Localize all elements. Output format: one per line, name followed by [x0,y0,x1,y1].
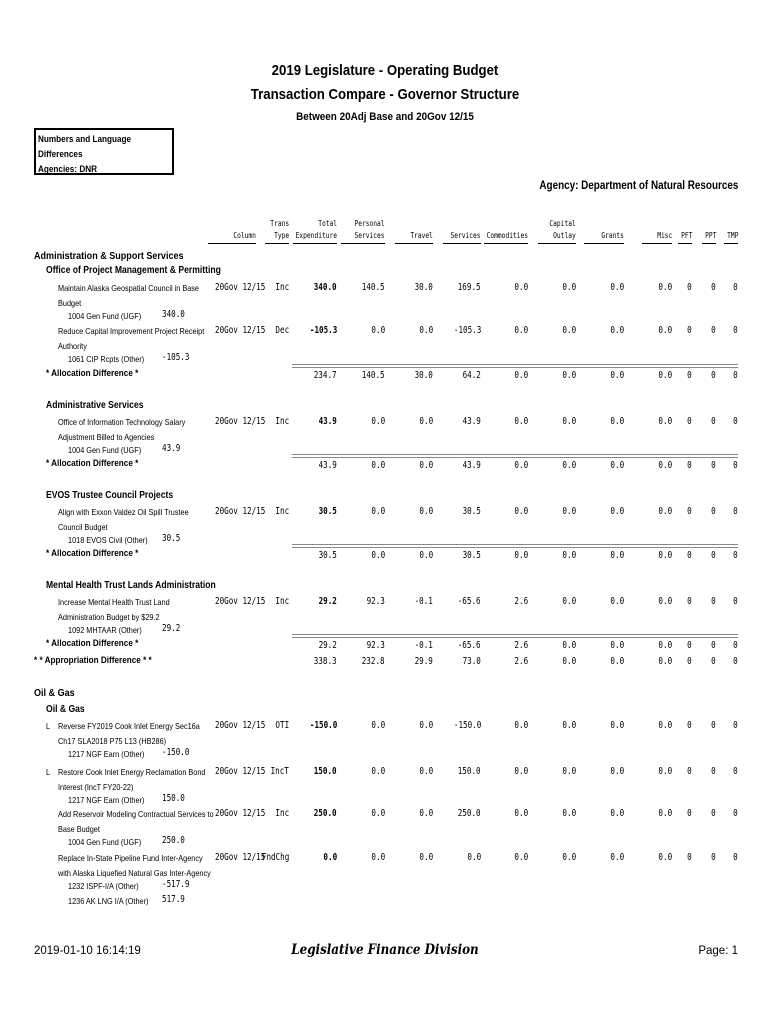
amount-cell: 0 [733,656,738,667]
line-item-column: 20Gov 12/15 [215,325,266,336]
amount-cell: 0.0 [419,460,433,471]
amount-cell: 0 [733,852,738,863]
column-header-cell [410,218,433,242]
amount-cell: 338.3 [314,656,337,667]
amount-cell: 0.0 [658,808,672,819]
amount-cell: 0.0 [419,766,433,777]
amount-cell: 0.0 [610,766,624,777]
amount-cell: 0 [711,766,716,777]
column-header-underline [678,243,692,244]
amount-cell: 0.0 [610,640,624,651]
agency-heading: Agency: Department of Natural Resources [539,180,738,192]
amount-cell: 0 [711,656,716,667]
amount-cell: 0.0 [514,325,528,336]
column-header-line2: Expenditure [295,231,337,240]
subtotal-rule [292,634,738,638]
amount-cell: 0 [687,370,692,381]
column-header-line2: Services [450,231,481,240]
column-header-line1 [657,218,672,230]
column-header-underline [484,243,528,244]
column-header-line1: Personal [354,219,385,228]
amount-cell: 0 [733,506,738,517]
fund-amount: 517.9 [162,894,185,905]
allocation-difference-label: * Allocation Difference * [46,548,139,559]
column-header-line2: Type [273,231,289,240]
column-header-line1 [233,218,256,230]
amount-cell: 0.0 [514,808,528,819]
print-timestamp: 2019-01-10 16:14:19 [34,945,141,957]
amount-cell: 0.0 [514,460,528,471]
amount-cell: 0.0 [658,506,672,517]
amount-cell: 0.0 [514,282,528,293]
column-header-line1 [681,218,692,230]
amount-cell: 0 [687,550,692,561]
column-header-cell [657,218,672,242]
column-header-cell [550,218,576,242]
amount-cell: 0.0 [371,416,385,427]
amount-cell: 150.0 [314,766,337,777]
amount-cell: 0.0 [658,852,672,863]
fund-amount: 30.5 [162,533,181,544]
amount-cell: 0 [711,550,716,561]
amount-cell: 30.5 [462,550,481,561]
amount-cell: 0.0 [562,550,576,561]
line-item-column: 20Gov 12/15 [215,852,266,863]
amount-cell: 0 [687,325,692,336]
amount-cell: 0.0 [658,720,672,731]
amount-cell: 0.0 [610,596,624,607]
fund-amount: 340.0 [162,309,185,320]
column-header-line1 [601,218,624,230]
line-item-column: 20Gov 12/15 [215,282,266,293]
fund-source: 1004 Gen Fund (UGF) [68,837,142,847]
column-header-line1 [410,218,433,230]
amount-cell: -65.6 [458,640,481,651]
amount-cell: 0 [711,325,716,336]
line-item-description: Replace In-State Pipeline Fund Inter-Agency [58,853,203,863]
subtotal-rule [292,454,738,458]
amount-cell: 0.0 [371,852,385,863]
amount-cell: 0.0 [419,325,433,336]
amount-cell: 0 [687,720,692,731]
allocation-difference-label: * Allocation Difference * [46,368,139,379]
amount-cell: -0.1 [414,596,433,607]
amount-cell: 0.0 [658,656,672,667]
amount-cell: 0.0 [371,766,385,777]
amount-cell: 0 [711,370,716,381]
amount-cell: 0.0 [610,460,624,471]
column-header-underline [724,243,738,244]
line-item-type: Dec [275,325,289,336]
line-item-type: Inc [275,282,289,293]
column-header-line2: Misc [656,231,672,240]
amount-cell: 30.5 [318,506,337,517]
amount-cell: -65.6 [458,596,481,607]
subtotal-rule [292,544,738,548]
amount-cell: 0.0 [610,416,624,427]
line-item-description: Add Reservoir Modeling Contractual Services to [58,809,214,819]
column-header-line2: TMP [726,231,738,240]
amount-cell: 0.0 [371,506,385,517]
column-header-underline [208,243,256,244]
amount-cell: 0.0 [562,596,576,607]
line-item-description: Reverse FY2019 Cook Inlet Energy Sec16a [58,721,200,731]
column-header-line2: Commodities [486,231,528,240]
amount-cell: 0.0 [610,370,624,381]
column-header-line2: Outlay [553,231,576,240]
amount-cell: 0.0 [419,506,433,517]
line-item-type: OTI [275,720,289,731]
line-item-type: Inc [275,808,289,819]
line-item-description-cont: Council Budget [58,522,108,532]
amount-cell: 0.0 [658,325,672,336]
column-header-line2: Services [354,231,385,240]
line-item-type: Inc [275,416,289,427]
criteria-line: Numbers and Language [38,134,132,145]
amount-cell: 340.0 [314,282,337,293]
amount-cell: 0.0 [658,766,672,777]
amount-cell: 0.0 [514,416,528,427]
amount-cell: 0.0 [610,852,624,863]
amount-cell: 0 [687,460,692,471]
page-number: Page: 1 [698,945,738,957]
amount-cell: 0.0 [562,325,576,336]
line-item-description: Restore Cook Inlet Energy Reclamation Bond [58,767,206,777]
column-header-cell [355,218,385,242]
report-subtitle: Transaction Compare - Governor Structure [250,86,520,103]
amount-cell: 0.0 [371,460,385,471]
amount-cell: 140.5 [362,370,385,381]
allocation-difference-label: * Allocation Difference * [46,458,139,469]
amount-cell: 0.0 [562,808,576,819]
line-item-type: Inc [275,506,289,517]
amount-cell: 0 [687,416,692,427]
fund-source: 1061 CIP Rcpts (Other) [68,354,145,364]
amount-cell: 232.8 [362,656,385,667]
line-item-column: 20Gov 12/15 [215,416,266,427]
column-header-line1: Total [318,219,337,228]
amount-cell: 2.6 [514,656,528,667]
amount-cell: 0.0 [562,640,576,651]
amount-cell: 43.9 [462,416,481,427]
amount-cell: 0 [687,766,692,777]
line-item-column: 20Gov 12/15 [215,720,266,731]
amount-cell: 0.0 [514,720,528,731]
amount-cell: 0.0 [419,416,433,427]
amount-cell: -150.0 [309,720,337,731]
amount-cell: 0 [687,808,692,819]
line-item-description-cont: Adjustment Billed to Agencies [58,432,155,442]
allocation-heading: EVOS Trustee Council Projects [46,490,174,501]
column-header-cell [601,218,624,242]
amount-cell: 169.5 [458,282,481,293]
amount-cell: 0.0 [658,640,672,651]
column-header-line1 [487,218,528,230]
fund-source: 1092 MHTAAR (Other) [68,625,142,635]
amount-cell: 43.9 [462,460,481,471]
amount-cell: 0 [687,656,692,667]
amount-cell: 0 [711,416,716,427]
line-item-description: Maintain Alaska Geospatial Council in Base [58,283,199,293]
amount-cell: 0.0 [610,808,624,819]
amount-cell: 0 [733,720,738,731]
column-header-cell [705,218,716,242]
column-header-underline [395,243,433,244]
division-name: Legislative Finance Division [291,942,479,958]
amount-cell: 0 [733,282,738,293]
amount-cell: 0 [711,852,716,863]
amount-cell: 0 [687,506,692,517]
amount-cell: 0.0 [371,550,385,561]
amount-cell: 0.0 [323,852,337,863]
amount-cell: 150.0 [458,766,481,777]
amount-cell: 0.0 [658,596,672,607]
line-item-column: 20Gov 12/15 [215,596,266,607]
fund-source: 1232 ISPF-I/A (Other) [68,881,139,891]
amount-cell: 250.0 [314,808,337,819]
amount-cell: 0 [711,640,716,651]
amount-cell: 0.0 [658,416,672,427]
fund-source: 1217 NGF Earn (Other) [68,795,145,805]
line-item-description: Reduce Capital Improvement Project Receipt [58,326,205,336]
amount-cell: 0.0 [610,550,624,561]
criteria-line: Differences [38,149,83,160]
column-header-line1: Capital [549,219,576,228]
criteria-line: Agencies: DNR [38,164,98,175]
allocation-difference-label: * Allocation Difference * [46,638,139,649]
amount-cell: 0 [711,808,716,819]
amount-cell: 0.0 [562,506,576,517]
amount-cell: 0 [733,596,738,607]
amount-cell: 0.0 [419,852,433,863]
column-header-underline [702,243,716,244]
amount-cell: 0 [733,416,738,427]
line-item-description-cont: Base Budget [58,824,100,834]
amount-cell: 0 [687,640,692,651]
amount-cell: 29.2 [318,640,337,651]
amount-cell: 0 [733,370,738,381]
amount-cell: 0.0 [562,656,576,667]
column-header-cell [681,218,692,242]
line-item-description-cont: Ch17 SLA2018 P75 L13 (HB286) [58,736,167,746]
amount-cell: 0 [711,596,716,607]
column-header-line1: Trans [270,219,289,228]
amount-cell: 0 [733,460,738,471]
amount-cell: -105.3 [453,325,481,336]
fund-amount: 250.0 [162,835,185,846]
amount-cell: 43.9 [318,416,337,427]
amount-cell: 0.0 [419,550,433,561]
amount-cell: 0.0 [658,282,672,293]
column-header-line1 [727,218,738,230]
allocation-heading: Office of Project Management & Permitting [46,265,221,276]
amount-cell: 0.0 [562,416,576,427]
line-item-description-cont: Budget [58,298,82,308]
amount-cell: 0.0 [658,460,672,471]
line-item-type: IncT [270,766,289,777]
amount-cell: 0.0 [562,370,576,381]
column-header-line2: PPT [704,231,716,240]
amount-cell: 0.0 [610,325,624,336]
column-header-cell [727,218,738,242]
amount-cell: 0.0 [562,720,576,731]
amount-cell: -150.0 [453,720,481,731]
fund-source: 1018 EVOS Civil (Other) [68,535,148,545]
line-item-description: Increase Mental Health Trust Land [58,597,170,607]
appropriation-heading: Administration & Support Services [34,250,184,262]
fund-amount: -105.3 [162,352,190,363]
column-header-line2: PFT [680,231,692,240]
column-header-line2: Column [233,231,256,240]
amount-cell: 0.0 [514,550,528,561]
amount-cell: 0 [733,766,738,777]
fund-source: 1217 NGF Earn (Other) [68,749,145,759]
amount-cell: 140.5 [362,282,385,293]
amount-cell: 234.7 [314,370,337,381]
amount-cell: 0 [711,282,716,293]
amount-cell: 0.0 [562,852,576,863]
line-item-description-cont: Interest (IncT FY20-22) [58,782,134,792]
amount-cell: 0 [711,460,716,471]
amount-cell: 0.0 [610,656,624,667]
amount-cell: -105.3 [309,325,337,336]
amount-cell: 2.6 [514,640,528,651]
fund-amount: -517.9 [162,879,190,890]
line-item-column: 20Gov 12/15 [215,766,266,777]
line-item-description: Align with Exxon Valdez Oil Spill Trustee [58,507,189,517]
amount-cell: 0 [711,506,716,517]
criteria-box [34,128,174,175]
line-item-type: Inc [275,596,289,607]
amount-cell: 0.0 [610,720,624,731]
amount-cell: 0.0 [371,325,385,336]
amount-cell: 0 [687,596,692,607]
line-item-column: 20Gov 12/15 [215,808,266,819]
line-item-column: 20Gov 12/15 [215,506,266,517]
amount-cell: 73.0 [462,656,481,667]
amount-cell: 0.0 [514,370,528,381]
fund-source: 1004 Gen Fund (UGF) [68,311,142,321]
line-item-description-cont: Administration Budget by $29.2 [58,612,160,622]
amount-cell: 0.0 [419,720,433,731]
amount-cell: 64.2 [462,370,481,381]
amount-cell: 0.0 [610,282,624,293]
amount-cell: 0.0 [514,852,528,863]
amount-cell: 30.5 [318,550,337,561]
amount-cell: 0.0 [419,808,433,819]
amount-cell: 0.0 [562,766,576,777]
amount-cell: 250.0 [458,808,481,819]
column-header-cell [270,218,289,242]
column-header-line2: Travel [410,231,433,240]
amount-cell: 0.0 [371,808,385,819]
amount-cell: 0.0 [371,720,385,731]
column-header-cell [296,218,337,242]
line-item-prefix: L [46,721,51,731]
amount-cell: 30.0 [414,282,433,293]
amount-cell: 0.0 [562,282,576,293]
fund-amount: 43.9 [162,443,181,454]
fund-amount: 150.0 [162,793,185,804]
column-header-underline [341,243,385,244]
fund-source: 1004 Gen Fund (UGF) [68,445,142,455]
fund-source: 1236 AK LNG I/A (Other) [68,896,149,906]
line-item-description-cont: with Alaska Liquefied Natural Gas Inter-Agency [58,868,211,878]
appropriation-heading: Oil & Gas [34,687,75,699]
fund-amount: 29.2 [162,623,181,634]
amount-cell: 29.2 [318,596,337,607]
column-header-underline [538,243,576,244]
amount-cell: 0 [733,325,738,336]
line-item-description: Office of Information Technology Salary [58,417,186,427]
amount-cell: 30.0 [414,370,433,381]
line-item-type: FndChg [261,852,289,863]
column-header-underline [584,243,624,244]
amount-cell: 0.0 [610,506,624,517]
amount-cell: 92.3 [366,640,385,651]
amount-cell: 29.9 [414,656,433,667]
amount-cell: 2.6 [514,596,528,607]
amount-cell: -0.1 [414,640,433,651]
column-header-line1 [451,218,481,230]
column-header-underline [443,243,481,244]
allocation-heading: Mental Health Trust Lands Administration [46,580,216,591]
amount-cell: 0 [687,852,692,863]
column-header-line2: Grants [601,231,624,240]
column-header-cell [233,218,256,242]
amount-cell: 0.0 [562,460,576,471]
allocation-heading: Administrative Services [46,400,144,411]
amount-cell: 0 [711,720,716,731]
column-header-underline [642,243,672,244]
appropriation-difference-label: * * Appropriation Difference * * [34,655,152,666]
column-header-line1 [705,218,716,230]
amount-cell: 0 [687,282,692,293]
column-header-underline [265,243,289,244]
amount-cell: 30.5 [462,506,481,517]
fund-amount: -150.0 [162,747,190,758]
compare-range: Between 20Adj Base and 20Gov 12/15 [296,111,474,123]
column-header-underline [293,243,337,244]
amount-cell: 92.3 [366,596,385,607]
amount-cell: 0.0 [514,766,528,777]
column-header-cell [451,218,481,242]
subtotal-rule [292,364,738,368]
amount-cell: 43.9 [318,460,337,471]
amount-cell: 0.0 [658,550,672,561]
amount-cell: 0 [733,808,738,819]
allocation-heading: Oil & Gas [46,704,85,715]
report-title: 2019 Legislature - Operating Budget [271,62,499,79]
column-header-cell [487,218,528,242]
line-item-description-cont: Authority [58,341,87,351]
amount-cell: 0 [733,550,738,561]
amount-cell: 0.0 [658,370,672,381]
amount-cell: 0 [733,640,738,651]
amount-cell: 0.0 [514,506,528,517]
amount-cell: 0.0 [467,852,481,863]
line-item-prefix: L [46,767,51,777]
